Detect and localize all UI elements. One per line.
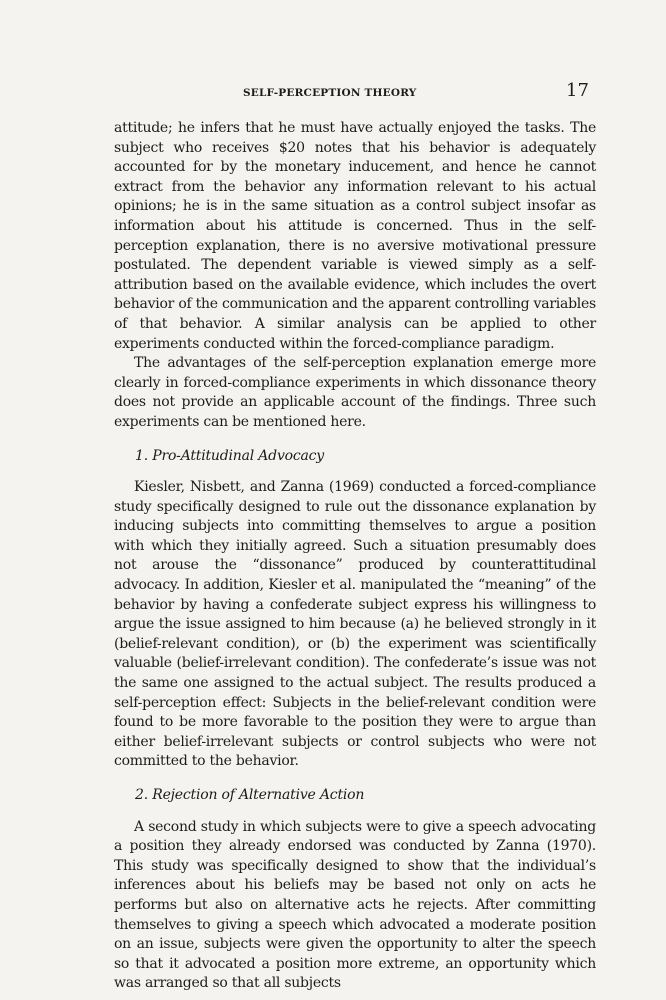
section-number-1: 1. [135, 447, 148, 464]
page-body [114, 119, 596, 994]
running-title: SELF-PERCEPTION THEORY [243, 87, 417, 99]
section-number-2: 2. [135, 787, 148, 803]
page-number: 17 [566, 80, 589, 101]
paragraph-section-1: Kiesler, Nisbett, and Zanna (1969) conducted a forced-compliance study specifically designed to rule out the dissonance explanation by inducing subjects into committing themselves to argue a position with which they initially agreed. Such a situation presumably does not arouse the “dissonance” produced by counterattitudinal advocacy. In addition, Kiesler et al. manipulated the “meaning” of the behavior by having a confederate subject express his willingness to argue the issue assigned to him because (a) he believed strongly in it (belief-relevant condition), or (b) the experiment was scientifically valuable (belief-irrelevant condition). The confederate’s issue was not the same one assigned to the actual subject. The results produced a self-perception effect: Subjects in the belief-relevant condition were found to be more favorable to the position they were to argue than either belief-irrelevant subjects or control subjects who were not committed to the behavior. [114, 479, 596, 770]
paragraph-advantages: The advantages of the self-perception explanation emerge more clearly in forced-compliance experiments in which dissonance theory does not provide an applicable account of the findings. Three such experiments can be mentioned here. [114, 355, 596, 430]
paragraph-section-2: A second study in which subjects were to give a speech advocating a position they already endorsed was conducted by Zanna (1970). This study was specifically designed to show that the individual’s inferences about his beliefs may be based not only on acts he performs but also on alternative acts he rejects. After committing themselves to giving a speech which advocated a moderate position on an issue, subjects were given the opportunity to alter the speech so that it advocated a position more extreme, an opportunity which was arranged so that all subjects [114, 818, 596, 992]
section-title-1: Pro-Attitudinal Advocacy [152, 447, 325, 464]
section-heading-2 [114, 786, 596, 806]
section-title-2: Rejection of Alternative Action [152, 787, 365, 803]
paragraph-intro: attitude; he infers that he must have actually enjoyed the tasks. The subject who receives $20 notes that his behavior is adequately accounted for by the monetary inducement, and hence he cannot extract from the behavior any information relevant to his actual opinions; he is in the same situation as a control subject insofar as information about his attitude is concerned. Thus in the self-perception explanation, there is no aversive motivational pressure postulated. The dependent variable is viewed simply as a self-attribution based on the available evidence, which includes the overt behavior of the communication and the apparent controlling variables of that behavior. A similar analysis can be applied to other experiments conducted within the forced-compliance paradigm. [114, 120, 596, 352]
section-heading-1 [114, 447, 596, 467]
